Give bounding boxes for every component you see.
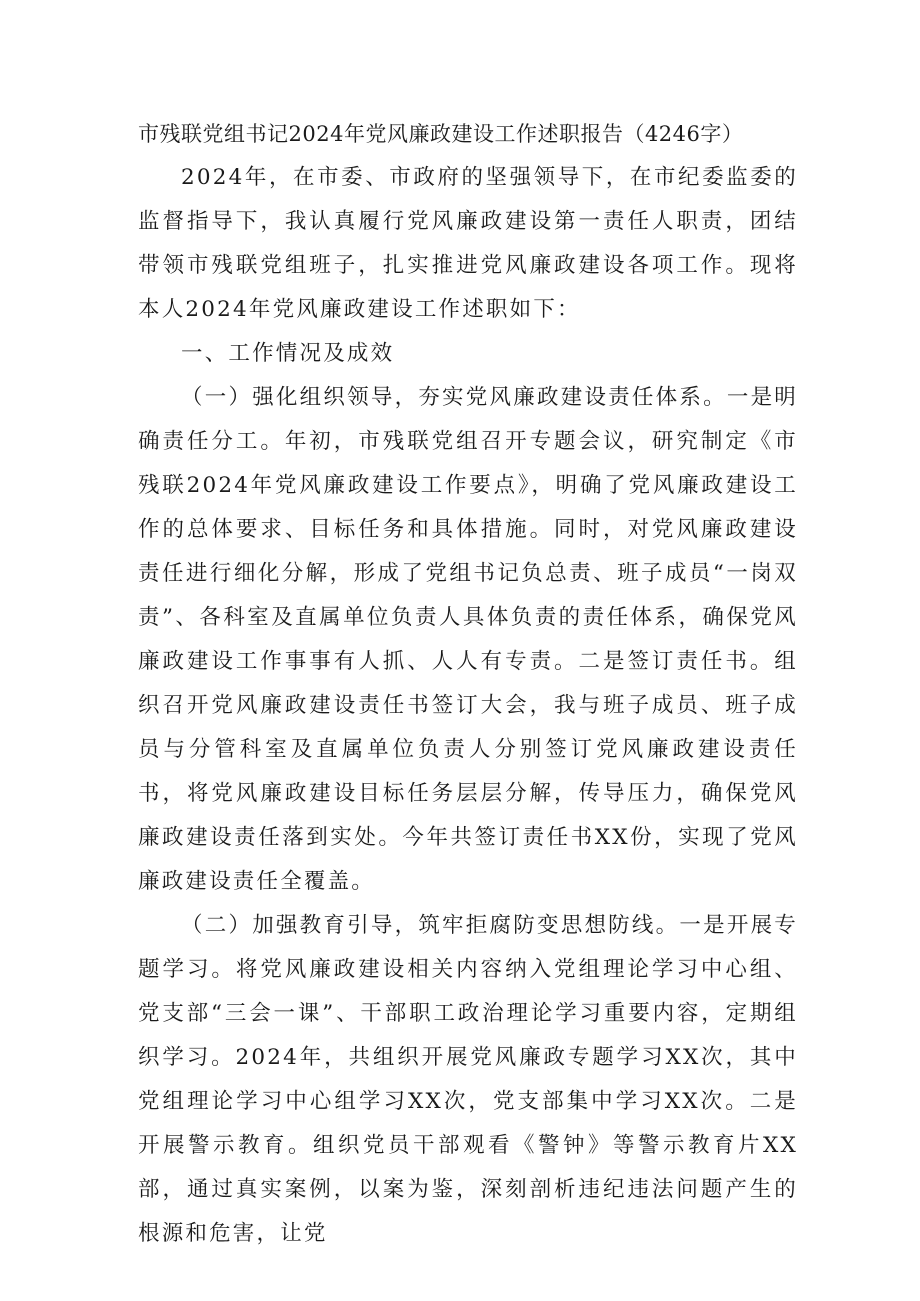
document-title: 市残联党组书记2024年党风廉政建设工作述职报告（4246字）	[138, 122, 744, 146]
paragraph-1: （一）强化组织领导，夯实党风廉政建设责任体系。一是明确责任分工。年初，市残联党组召开专题会议，研究制定《市残联2024年党风廉政建设工作要点》，明确了党风廉政建设工作的总体要求、目标任务和具体措施。同时，对党风廉政建设责任进行细化分解，形成了党组书记负总责、班子成员“一岗双责”、各科室及直属单位负责人具体负责的责任体系，确保党风廉政建设工作事事有人抓、人人有专责。二是签订责任书。组织召开党风廉政建设责任书签订大会，我与班子成员、班子成员与分管科室及直属单位负责人分别签订党风廉政建设责任书，将党风廉政建设目标任务层层分解，传导压力，确保党风廉政建设责任落到实处。今年共签订责任书XX份，实现了党风廉政建设责任全覆盖。	[138, 385, 798, 894]
intro-paragraph: 2024年，在市委、市政府的坚强领导下，在市纪委监委的监督指导下，我认真履行党风廉政建设第一责任人职责，团结带领市残联党组班子，扎实推进党风廉政建设各项工作。现将本人2024年党风廉政建设工作述职如下：	[138, 165, 798, 322]
paragraph-2: （二）加强教育引导，筑牢拒腐防变思想防线。一是开展专题学习。将党风廉政建设相关内容纳入党组理论学习中心组、党支部“三会一课”、干部职工政治理论学习重要内容，定期组织学习。2024年，共组织开展党风廉政专题学习XX次，其中党组理论学习中心组学习XX次，党支部集中学习XX次。二是开展警示教育。组织党员干部观看《警钟》等警示教育片XX部，通过真实案例，以案为鉴，深刻剖析违纪违法问题产生的根源和危害，让党	[138, 913, 798, 1246]
document-page	[138, 112, 798, 1256]
section-heading: 一、工作情况及成效	[181, 341, 395, 366]
